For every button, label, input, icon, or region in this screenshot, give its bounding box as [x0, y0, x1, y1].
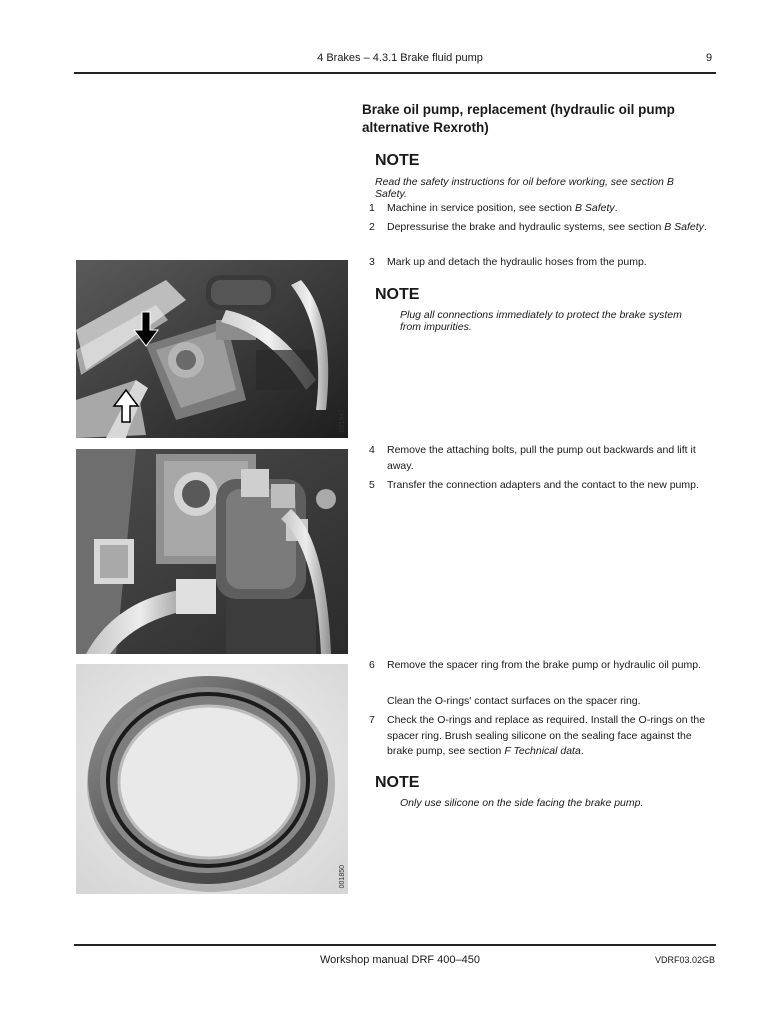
- step-item: [369, 478, 719, 494]
- header-rule: [74, 72, 716, 74]
- footer-rule: [74, 944, 716, 946]
- step-item: [369, 220, 719, 236]
- note-text: Read the safety instructions for oil before working, see section B Safety.: [375, 176, 674, 200]
- running-header: 4 Brakes – 4.3.1 Brake fluid pump: [317, 52, 483, 64]
- footer-title: Workshop manual DRF 400–450: [320, 954, 480, 966]
- note-text: Only use silicone on the side facing the brake pump.: [400, 797, 644, 809]
- step-number: 7: [369, 714, 375, 726]
- step-item: [369, 443, 719, 474]
- step-number: 4: [369, 444, 375, 456]
- step-text: Machine in service position, see section B Safety.: [387, 202, 618, 214]
- note-heading: NOTE: [375, 774, 420, 791]
- note-heading: NOTE: [375, 152, 420, 169]
- step-text: Check the O-rings and replace as required. Install the O-rings on the spacer ring. Brush sealing silicone on the sealing face against the brake pump, see section F Technical data.: [387, 714, 706, 757]
- step-item: [369, 658, 719, 674]
- step-text: Mark up and detach the hydraulic hoses from the pump.: [387, 256, 647, 268]
- step-text: Depressurise the brake and hydraulic systems, see section B Safety.: [387, 221, 707, 233]
- step-number: 6: [369, 659, 375, 671]
- photo-code: 001848: [339, 624, 346, 648]
- note-text: Plug all connections immediately to protect the brake system from impurities.: [400, 309, 682, 333]
- pump-closeup-photo: [76, 449, 348, 654]
- page-number: 9: [706, 52, 713, 64]
- step-number: 1: [369, 202, 375, 214]
- photo-code: 001850: [339, 864, 346, 888]
- step-text: Remove the spacer ring from the brake pump or hydraulic oil pump.: [387, 659, 701, 671]
- step-text: Transfer the connection adapters and the contact to the new pump.: [387, 479, 699, 491]
- footer-doc-code: VDRF03.02GB: [655, 955, 716, 965]
- step-followup-text: Clean the O-rings' contact surfaces on the spacer ring.: [387, 695, 641, 707]
- step-item: [369, 201, 719, 217]
- step-item: [369, 713, 719, 760]
- step-number: 5: [369, 479, 375, 491]
- spacer-ring-photo: [76, 664, 348, 894]
- pump-mounted-photo: [76, 260, 348, 438]
- step-number: 3: [369, 256, 375, 268]
- step-item: [369, 255, 719, 271]
- section-title: Brake oil pump, replacement (hydraulic oil pump alternative Rexroth): [362, 102, 675, 135]
- step-number: 2: [369, 221, 375, 233]
- step-text: Remove the attaching bolts, pull the pump out backwards and lift it away.: [387, 444, 696, 472]
- note-heading: NOTE: [375, 286, 420, 303]
- photo-code: 001847: [339, 408, 346, 432]
